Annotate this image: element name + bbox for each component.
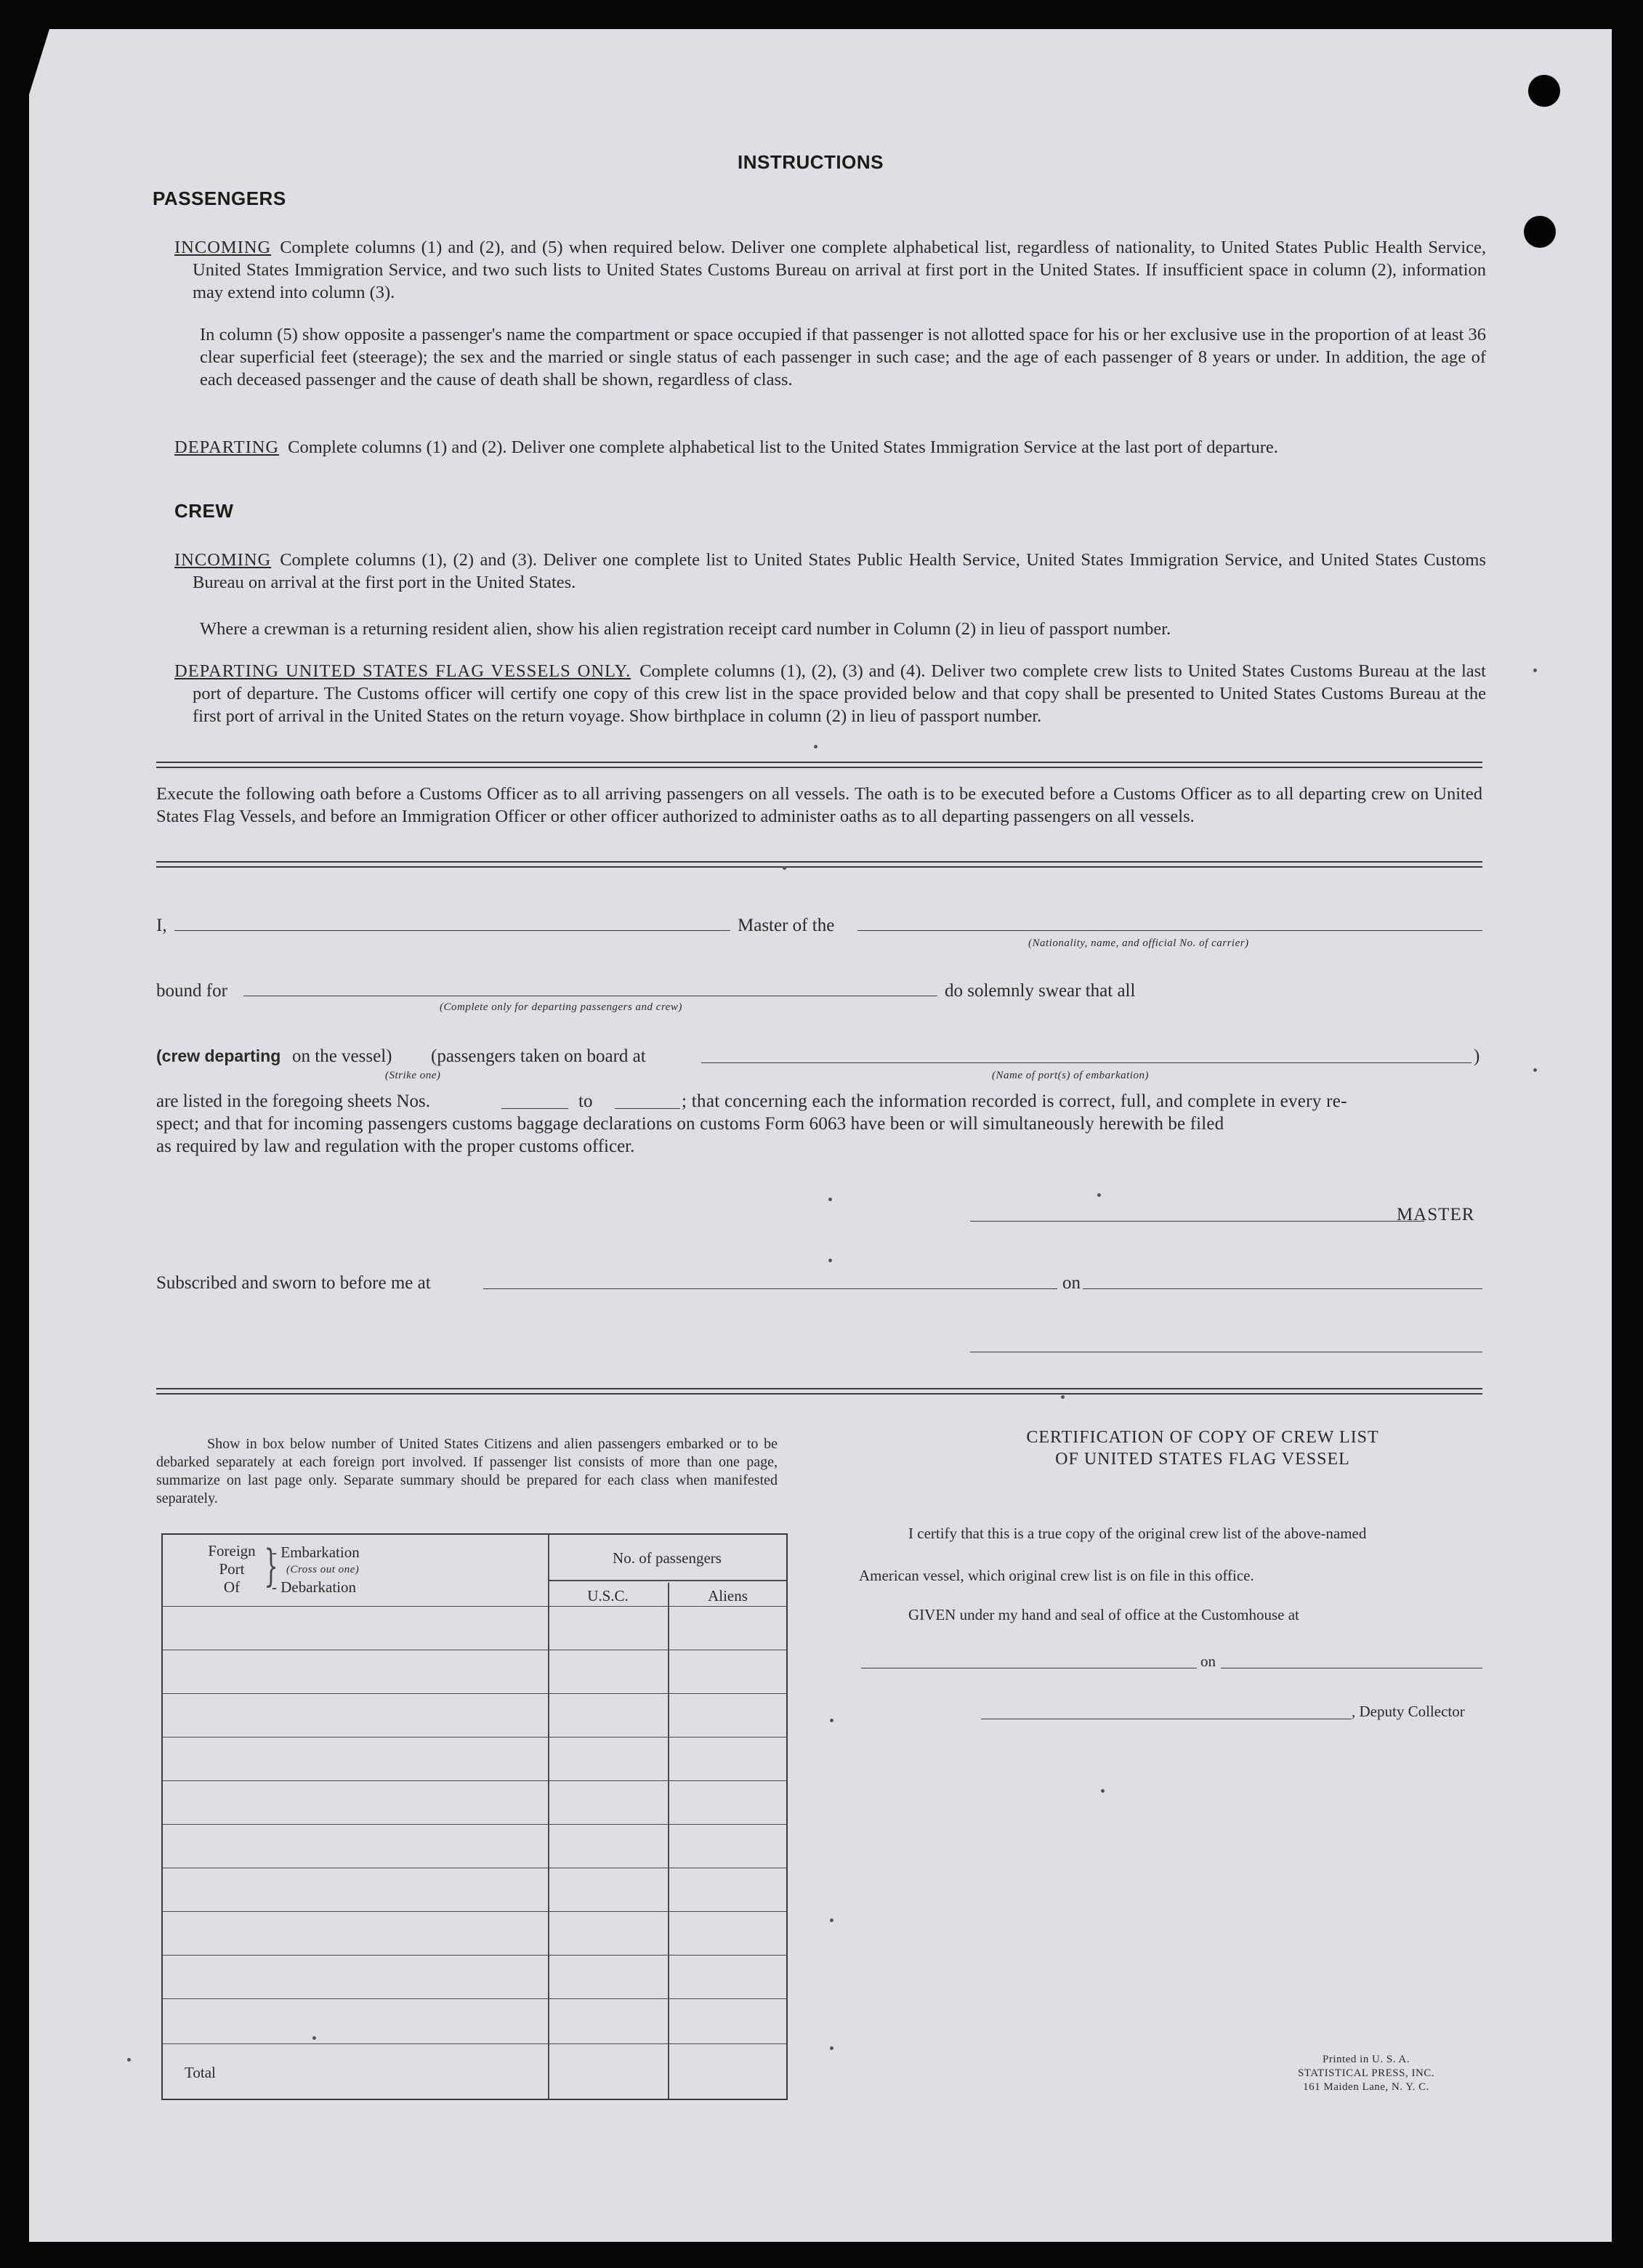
certify-line-2: American vessel, which original crew list is on file in this office. (859, 1567, 1254, 1584)
master-label: MASTER (1397, 1205, 1475, 1224)
summary-row[interactable] (163, 1911, 786, 1912)
sworn-on-label: on (1062, 1273, 1081, 1293)
printer-line-2: STATISTICAL PRESS, INC. (1297, 2067, 1435, 2079)
speck (830, 2046, 833, 2050)
speck (830, 1719, 833, 1722)
oath-intro: Execute the following oath before a Customs Officer as to all arriving passengers on all vessels. The oath is to be executed before a Customs Officer as to all departing crew on United States Flag Vessels, and before an Immigration Officer or other officer authorized to administer oaths as to all departing passengers on all vessels. (156, 784, 1482, 826)
lower-divider (156, 1388, 1482, 1395)
no-of-passengers-header: No. of passengers (613, 1549, 722, 1567)
port-label: Port (219, 1560, 245, 1578)
oath-divider (156, 861, 1482, 868)
listed-to-label: to (578, 1091, 593, 1111)
strike-one-note: (Strike one) (385, 1070, 441, 1081)
section-divider (156, 762, 1482, 768)
page-corner (29, 29, 49, 94)
passengers-incoming-label: INCOMING (174, 238, 272, 257)
crew-departing-paragraph (174, 660, 1486, 727)
speck (828, 1259, 832, 1262)
speck (814, 745, 818, 748)
oath-i-label: I, (156, 916, 167, 935)
speck (1061, 1395, 1065, 1399)
header-subdivider (548, 1580, 786, 1581)
bound-for-label: bound for (156, 981, 227, 1001)
subscribed-label: Subscribed and sworn to before me at (156, 1273, 431, 1293)
speck (127, 2058, 131, 2062)
carrier-field[interactable] (857, 930, 1482, 931)
embarkation-port-field[interactable] (701, 1062, 1472, 1063)
summary-row[interactable] (163, 1998, 786, 1999)
punch-hole-top (1528, 75, 1560, 107)
embarkation-label: - Embarkation (272, 1543, 360, 1561)
crew-departing-option[interactable]: (crew departing (156, 1046, 281, 1065)
crew-departing-text: Complete columns (1), (2), (3) and (4). Deliver two complete crew lists to United States Customs Bureau at the last port of departure. The Customs officer will certify one copy of this crew list in the space provided below and that copy shall be presented to United States Customs Bureau at the first port of arrival in the United States on the return voyage. Show birthplace in column (2) in lieu of passport number. (193, 661, 1486, 726)
on-the-vessel-label: on the vessel) (292, 1046, 392, 1066)
certification-title-2: OF UNITED STATES FLAG VESSEL (1055, 1450, 1350, 1469)
foreign-label: Foreign (208, 1542, 256, 1559)
passengers-departing-text: Complete columns (1) and (2). Deliver one complete alphabetical list to the United States Immigration Service at the last port of departure. (288, 437, 1278, 457)
speck (830, 1918, 833, 1922)
speck (312, 2036, 316, 2040)
speck (1101, 1789, 1105, 1793)
carrier-note: (Nationality, name, and official No. of carrier) (1028, 937, 1249, 949)
deputy-collector-label: , Deputy Collector (1352, 1703, 1465, 1720)
embarkation-port-note: (Name of port(s) of embarkation) (992, 1070, 1149, 1081)
passengers-column5-paragraph: In column (5) show opposite a passenger's name the compartment or space occupied if that passenger is not allotted space for his or her exclusive use in the proportion of at least 36 clear superficial feet (steerage); the sex and the married or single status of each passenger in such case; and the age of each passenger of 8 years or under. In addition, the age of each deceased passenger and the cause of death shall be shown, regardless of class. (200, 325, 1486, 390)
crew-resident-paragraph: Where a crewman is a returning resident alien, show his alien registration receipt card number in Column (2) in lieu of passport number. (200, 619, 1171, 639)
usc-header: U.S.C. (587, 1587, 629, 1605)
speck (783, 866, 786, 870)
crew-heading: CREW (174, 500, 234, 522)
sheet-to-field[interactable] (615, 1108, 680, 1109)
certify-line-1: I certify that this is a true copy of the original crew list of the above-named (908, 1525, 1367, 1542)
printer-line-3: 161 Maiden Lane, N. Y. C. (1303, 2081, 1429, 2093)
summary-row[interactable] (163, 2043, 786, 2044)
certification-title-1: CERTIFICATION OF COPY OF CREW LIST (1026, 1428, 1379, 1447)
sworn-place-field[interactable] (483, 1288, 1057, 1289)
passengers-departing-label: DEPARTING (174, 437, 280, 457)
close-paren: ) (1474, 1046, 1480, 1066)
column-divider-1 (548, 1535, 549, 2099)
foreign-port-label (203, 1542, 261, 1597)
printer-line-1: Printed in U. S. A. (1323, 2054, 1410, 2065)
summary-row[interactable] (163, 1693, 786, 1694)
printer-imprint (1257, 2053, 1475, 2094)
aliens-header: Aliens (708, 1587, 748, 1605)
master-signature-field[interactable] (970, 1221, 1424, 1222)
of-label: Of (223, 1578, 241, 1596)
sheet-from-field[interactable] (501, 1108, 568, 1109)
summary-row[interactable] (163, 1824, 786, 1825)
summary-row[interactable] (163, 1955, 786, 1956)
speck (1097, 1193, 1101, 1197)
summary-instructions: Show in box below number of United States Citizens and alien passengers embarked or to be debarked separately at each foreign port involved. If passenger list consists of more than one page, summarize on last page only. Separate summary should be prepared for each class when manifested separately. (156, 1436, 778, 1506)
form-page (29, 29, 1612, 2242)
solemnly-swear-label: do solemnly swear that all (945, 981, 1136, 1001)
header-bottom-rule (163, 1606, 786, 1607)
crew-incoming-label: INCOMING (174, 550, 272, 570)
summary-row[interactable] (163, 1737, 786, 1738)
passenger-summary-box (161, 1533, 788, 2100)
cross-out-note: (Cross out one) (286, 1564, 360, 1575)
passengers-heading: PASSENGERS (153, 187, 286, 209)
cert-on-label: on (1200, 1652, 1216, 1670)
passengers-taken-option[interactable]: (passengers taken on board at (431, 1046, 646, 1066)
speck (1533, 669, 1537, 672)
listed-text-part3: spect; and that for incoming passengers customs baggage declarations on customs Form 6063 have been or will simultaneously herewith be filed (156, 1114, 1224, 1134)
master-name-field[interactable] (174, 930, 730, 931)
crew-incoming-text: Complete columns (1), (2) and (3). Deliver one complete list to United States Public Health Service, United States Immigration Service, and United States Customs Bureau on arrival at the first port in the United States. (193, 550, 1486, 592)
listed-text-part4: as required by law and regulation with the proper customs officer. (156, 1137, 635, 1156)
debarkation-label: - Debarkation (272, 1578, 357, 1596)
speck (828, 1198, 832, 1201)
speck (1533, 1068, 1537, 1072)
passengers-incoming-text: Complete columns (1) and (2), and (5) when required below. Deliver one complete alphabetical list, regardless of nationality, to United States Public Health Service, United States Immigration Service, and two such lists to United States Customs Bureau on arrival at first port in the United States. If insufficient space in column (2), information may extend into column (3). (193, 238, 1486, 302)
passengers-incoming-paragraph (174, 236, 1486, 304)
crew-incoming-paragraph (174, 549, 1486, 594)
given-line: GIVEN under my hand and seal of office at the Customhouse at (908, 1606, 1299, 1623)
punch-hole-middle (1524, 216, 1556, 248)
listed-text-part1: are listed in the foregoing sheets Nos. (156, 1091, 430, 1111)
master-of-the-label: Master of the (738, 916, 835, 935)
passengers-departing-paragraph (174, 436, 1486, 459)
crew-departing-label: DEPARTING UNITED STATES FLAG VESSELS ONLY. (174, 661, 631, 681)
listed-text-part2: ; that concerning each the information recorded is correct, full, and complete in every re- (682, 1091, 1347, 1111)
total-label: Total (185, 2064, 216, 2081)
sworn-date-field[interactable] (1083, 1288, 1482, 1289)
brace-icon: } (264, 1541, 278, 1591)
column-divider-2 (668, 1583, 669, 2099)
summary-row[interactable] (163, 1780, 786, 1781)
bound-for-note: (Complete only for departing passengers and crew) (440, 1001, 682, 1013)
instructions-title: INSTRUCTIONS (738, 151, 884, 173)
embark-debark-labels (272, 1543, 360, 1596)
